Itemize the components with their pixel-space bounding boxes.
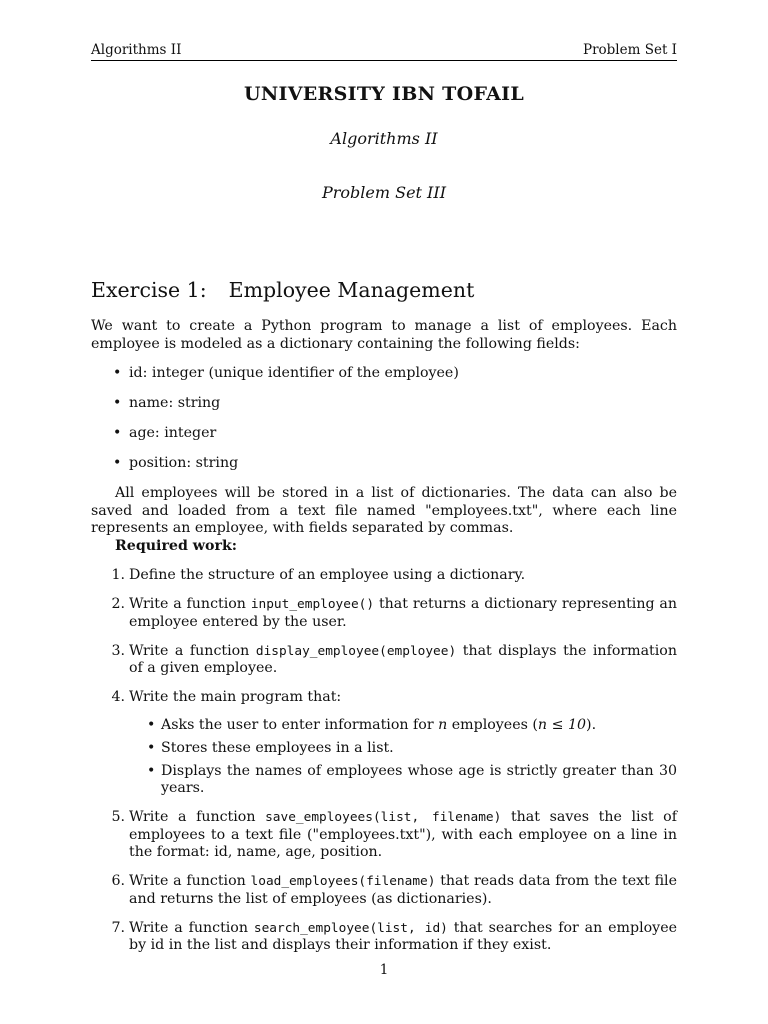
field-item: • name: string: [113, 395, 677, 413]
function-name: search_employee(list, id): [253, 920, 448, 936]
exercise-number: Exercise 1:: [91, 278, 207, 302]
task-item: [91, 643, 677, 678]
running-header: [91, 40, 677, 61]
task-number: 6.: [111, 873, 125, 889]
task-text: Define the structure of an employee using a dictionary.: [129, 567, 526, 583]
header-left: Algorithms II: [91, 41, 182, 58]
subtask-item: [147, 717, 677, 735]
task-text-pre: Write a function: [129, 596, 251, 612]
function-name: input_employee(): [250, 597, 375, 612]
subtask-item: • Stores these employees in a list.: [147, 740, 677, 758]
task-item: [91, 567, 677, 585]
task-text-post: that returns a dictionary representing an employee entered by the user.: [129, 596, 677, 630]
task-text-pre: Write a function: [129, 873, 251, 889]
task-text-post: that displays the information of a given employee.: [129, 642, 677, 676]
page-number: 1: [379, 962, 389, 978]
task-text-pre: Write a function: [129, 919, 254, 936]
math-condition: n ≤ 10: [537, 716, 587, 733]
subtask-list: [129, 717, 677, 798]
task-text-post: that reads data from the text file and returns the list of employees (as dictionaries).: [129, 873, 677, 907]
subtask-item: • Displays the names of employees whose age is strictly greater than 30 years.: [147, 763, 677, 798]
required-work-heading: Required work:: [115, 537, 238, 554]
task-item: [91, 809, 677, 862]
task-text-pre: Write a function: [129, 642, 256, 659]
function-name: save_employees(list, filename): [265, 810, 502, 825]
task-list: [91, 567, 677, 955]
field-item: • id: integer (unique identifier of the employee): [113, 365, 677, 383]
header-right: Problem Set I: [583, 41, 677, 58]
course-name: Algorithms II: [330, 129, 438, 148]
function-name: load_employees(filename): [250, 874, 436, 889]
task-number: 1.: [111, 567, 125, 583]
field-item: • position: string: [113, 455, 677, 473]
field-item: • age: integer: [113, 425, 677, 443]
storage-paragraph: All employees will be stored in a list of dictionaries. The data can also be saved and loaded from a text file named "employees.txt", where each line represents an employee, with fields separated by commas.: [91, 485, 677, 536]
subtask-text: Asks the user to enter information for: [161, 716, 439, 733]
exercise-section: [91, 277, 677, 966]
task-item: [91, 596, 677, 631]
function-name: display_employee(employee): [255, 643, 457, 659]
subtask-text: employees (: [447, 716, 538, 733]
task-item: [91, 689, 677, 798]
task-number: 5.: [111, 809, 125, 825]
math-variable: n: [438, 716, 448, 733]
problem-set-title: Problem Set III: [321, 183, 447, 202]
task-number: 7.: [111, 919, 125, 936]
title-block: [91, 82, 677, 203]
subtask-text: ).: [586, 716, 597, 733]
task-text-post: that searches for an employee by id in the list and displays their information if they exist.: [129, 919, 677, 953]
task-item: [91, 920, 677, 955]
task-number: 4.: [111, 689, 125, 705]
field-list: [91, 365, 677, 473]
task-number: 2.: [111, 596, 125, 612]
task-text-post: that saves the list of employees to a text file ("employees.txt"), with each employee on a line in the format: id, name, age, position.: [129, 809, 677, 860]
intro-paragraph: We want to create a Python program to manage a list of employees. Each employee is modeled as a dictionary containing the following fields:: [91, 318, 677, 352]
task-text: Write the main program that:: [129, 689, 342, 705]
task-item: [91, 873, 677, 908]
task-text-pre: Write a function: [129, 809, 266, 825]
task-number: 3.: [111, 642, 125, 659]
exercise-name: Employee Management: [228, 278, 475, 302]
university-title: UNIVERSITY IBN TOFAIL: [243, 83, 525, 105]
exercise-heading: [91, 277, 677, 303]
